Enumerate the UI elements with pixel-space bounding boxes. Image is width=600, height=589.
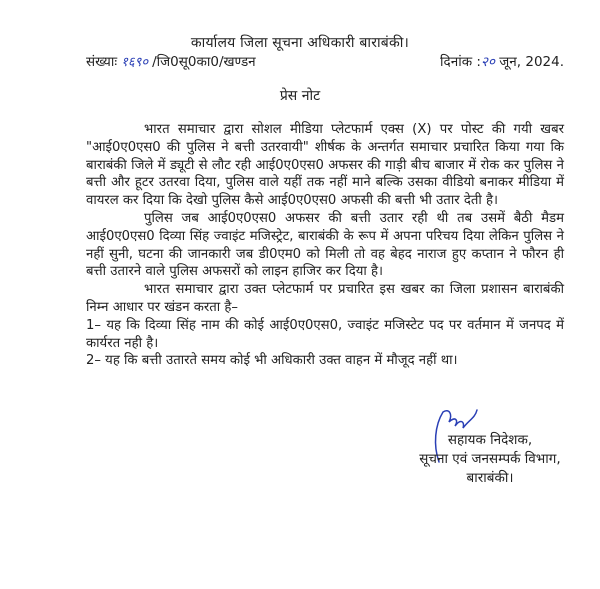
signature-block [400,431,580,488]
point-item: 1– यह कि दिव्या सिंह नाम की कोई आई0ए0एस0, ज्वाइंट मजिस्टेट पद पर वर्तमान में जनपद में कार्यरत नही है। [86,317,564,351]
reference-line [86,52,564,70]
point-item: 2– यह कि बत्ती उतारते समय कोई भी अधिकारी उक्त वाहन में मौजूद नहीं था। [86,353,458,369]
document-title: प्रेस नोट [279,88,321,104]
reference-number [86,52,256,70]
signatory-designation: सहायक निदेशक, [447,432,533,448]
date-label: दिनांक : [440,54,481,70]
office-heading: कार्यालय जिला सूचना अधिकारी बाराबंकी। [190,35,410,51]
signatory-place: बाराबंकी। [466,470,514,486]
handwritten-date: २० [480,54,495,70]
paragraph: भारत समाचार द्वारा सोशल मीडिया प्लेटफार्म एक्स (X) पर पोस्ट की गयी खबर "आई0ए0एस0 की पुलिस ने बत्ती उतरवायी" शीर्षक के अन्तर्गत समाचार प्रचारित किया गया कि बाराबंकी जिले में ड्यूटी से लौट रही आई0ए0एस0 अफसर की गाड़ी बीच बाजार में रोक कर पुलिस ने बत्ती और हूटर उतरवा दिया, पुलिस वाले यहीं तक नहीं माने बल्कि उसका वीडियो बनाकर मीडिया में वायरल कर दिया कि देखो पुलिस कैसे आई0ए0एस0 अफसी की बत्ती भी उतार देती है। [86,122,564,209]
paragraph: पुलिस जब आई0ए0एस0 अफसर की बत्ती उतार रही थी तब उसमें बैठी मैडम आई0ए0एस0 दिव्या सिंह ज्वाइंट मजिस्ट्रेट, बाराबंकी के रूप में अपना परिचय दिया लेकिन पुलिस ने नहीं सुनी, घटना की जानकारी जब डी0एम0 को मिली तो वह बेहद नाराज हुए कप्तान ने फौरन ही बत्ती उतारने वाले पुलिस अफसरों को लाइन हाजिर कर दिया है। [86,210,564,280]
document-body [86,121,564,370]
date-suffix: जून, 2024. [494,54,564,70]
number-suffix: /जि0सू0का0/खण्डन [152,54,256,70]
paragraph: भारत समाचार द्वारा उक्त प्लेटफार्म पर प्रचारित इस खबर का जिला प्रशासन बाराबंकी निम्न आधार पर खंडन करता है– [86,282,564,315]
date [440,52,564,70]
handwritten-number: १६९० [121,55,149,70]
number-label: संख्याः [86,54,118,70]
signatory-department: सूचना एवं जनसम्पर्क विभाग, [419,451,561,467]
